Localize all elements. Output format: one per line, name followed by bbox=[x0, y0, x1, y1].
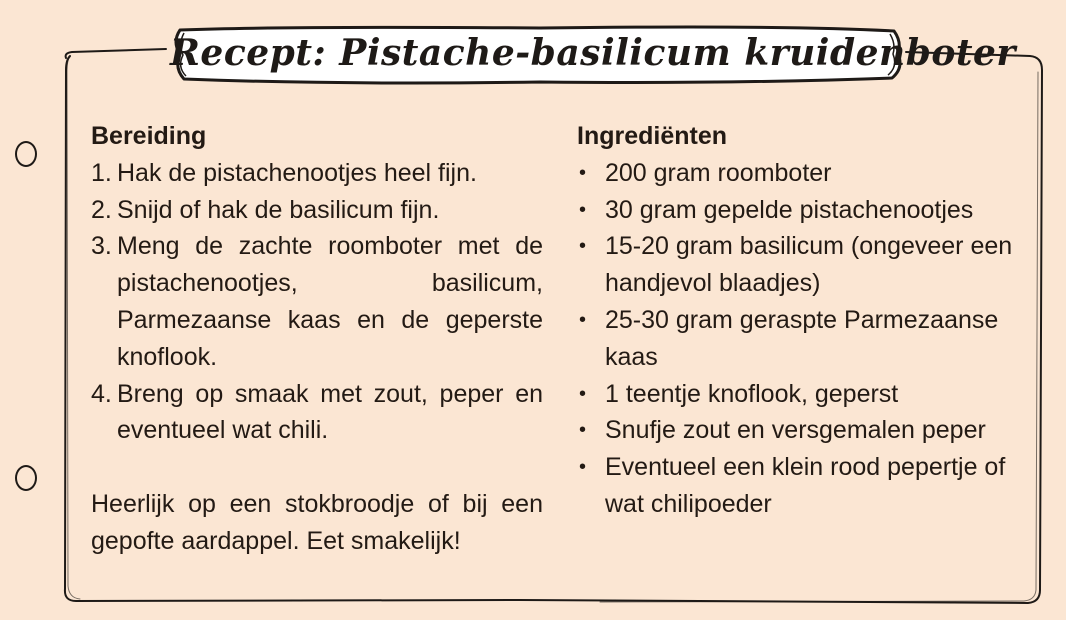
preparation-section bbox=[91, 118, 543, 560]
recipe-title: Recept: Pistache-basilicum kruidenboter bbox=[170, 32, 1016, 74]
ingredient-item bbox=[577, 302, 1020, 376]
step-number: 4. bbox=[91, 379, 112, 408]
step-item bbox=[91, 155, 543, 192]
ingredients-list bbox=[577, 155, 1020, 523]
ingredient-item bbox=[577, 412, 1020, 449]
ingredient-text: 30 gram gepelde pistachenootjes bbox=[605, 195, 974, 224]
step-number: 3. bbox=[91, 232, 112, 261]
closing-note: Heerlijk op een stokbroodje of bij een gepofte aardappel. Eet smakelijk! bbox=[91, 489, 543, 555]
ingredient-item bbox=[577, 192, 1020, 229]
bullet-icon: • bbox=[579, 308, 587, 331]
preparation-steps bbox=[91, 155, 543, 449]
ingredient-text: 1 teentje knoflook, geperst bbox=[605, 379, 899, 408]
punch-hole-icon bbox=[15, 465, 37, 491]
step-number: 1. bbox=[91, 158, 112, 187]
step-text: Hak de pistachenootjes heel fijn. bbox=[117, 158, 477, 187]
bullet-icon: • bbox=[579, 382, 587, 405]
step-item bbox=[91, 192, 543, 229]
step-text: Snijd of hak de basilicum fijn. bbox=[117, 195, 440, 224]
preparation-heading: Bereiding bbox=[91, 122, 207, 150]
punch-hole-icon bbox=[15, 141, 37, 167]
bullet-icon: • bbox=[579, 419, 587, 442]
ingredient-item bbox=[577, 155, 1020, 192]
ingredient-text: Eventueel een klein rood pepertje of wat chilipoeder bbox=[605, 453, 1006, 518]
ingredient-text: 25-30 gram geraspte Parmezaanse kaas bbox=[605, 305, 999, 371]
step-text: Breng op smaak met zout, peper en eventueel wat chili. bbox=[117, 379, 543, 445]
step-item bbox=[91, 376, 543, 450]
bullet-icon: • bbox=[579, 198, 587, 221]
ingredient-item bbox=[577, 228, 1020, 302]
ingredients-section bbox=[577, 118, 1020, 523]
ingredient-item bbox=[577, 449, 1020, 523]
ingredient-item bbox=[577, 376, 1020, 413]
ingredient-text: 200 gram roomboter bbox=[605, 158, 832, 187]
ingredient-text: 15-20 gram basilicum (ongeveer een handjevol blaadjes) bbox=[605, 232, 1013, 298]
bullet-icon: • bbox=[579, 235, 587, 258]
step-item bbox=[91, 228, 543, 375]
bullet-icon: • bbox=[579, 456, 587, 479]
ingredient-text: Snufje zout en versgemalen peper bbox=[605, 416, 986, 445]
step-number: 2. bbox=[91, 195, 112, 224]
ingredients-heading: Ingrediënten bbox=[577, 122, 728, 150]
step-text: Meng de zachte roomboter met de pistachenootjes, basilicum, Parmezaanse kaas en de geperste knoflook. bbox=[117, 232, 543, 371]
bullet-icon: • bbox=[579, 161, 587, 184]
